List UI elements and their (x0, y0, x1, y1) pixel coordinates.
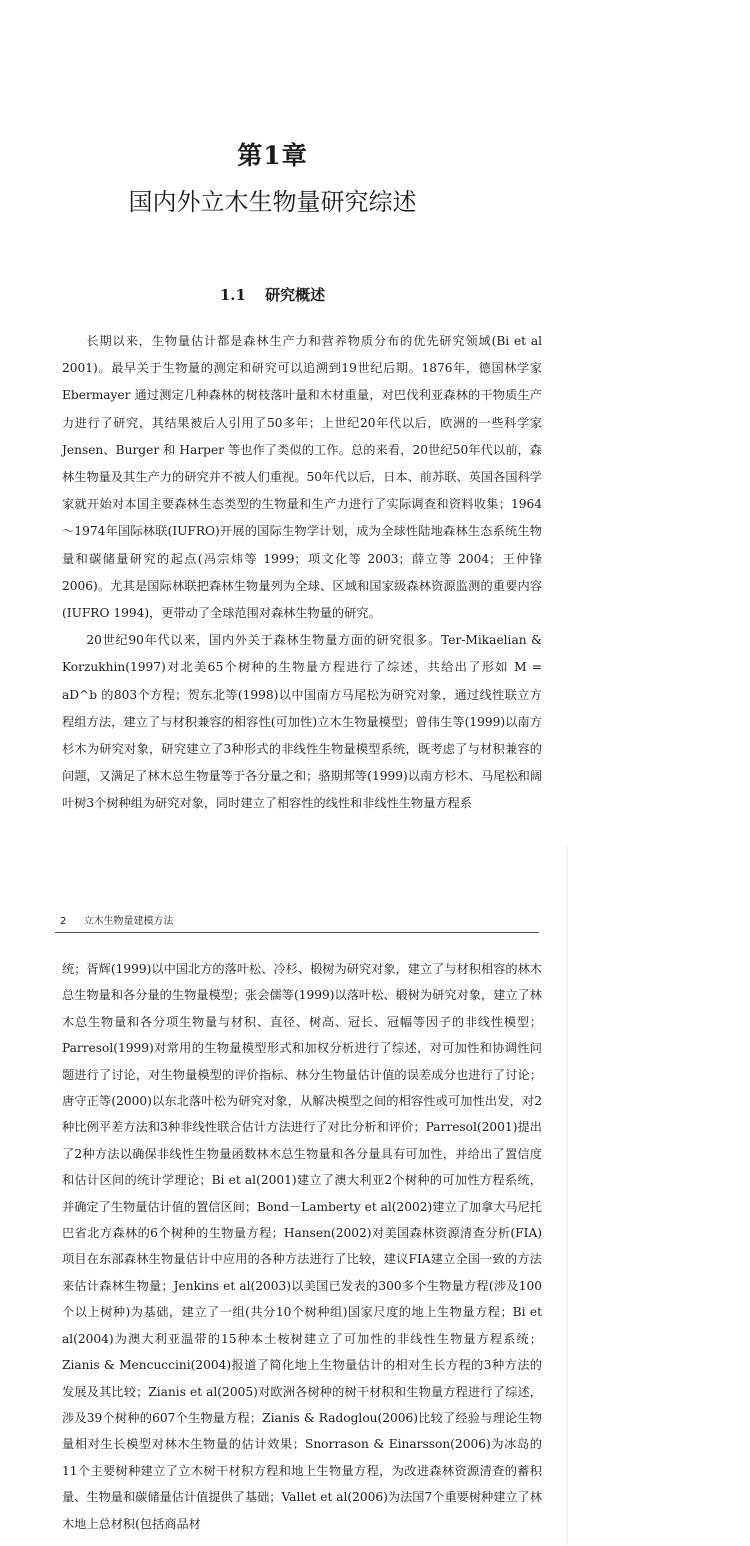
chapter-number: 第1章 (237, 141, 308, 170)
paragraph: 统；胥辉(1999)以中国北方的落叶松、冷杉、椴树为研究对象，建立了与材积相容的林木总生物量和各分量的生物量模型；张会儒等(1999)以落叶松、椴树为研究对象，建立了林木总生物量和各分项生物量与材积、直径、树高、冠长、冠幅等因子的非线性模型；Parresol(1999)对常用的生物量模型形式和加权分析进行了综述，对可加性和协调性问题进行了讨论，对生物量模型的评价指标、林分生物量估计值的误差成分也进行了讨论；唐守正等(2000)以东北落叶松为研究对象，从解决模型之间的相容性或可加性出发，对2种比例平差方法和3种非线性联合估计方法进行了对比分析和评价；Parresol(2001)提出了2种方法以确保非线性生物量函数林木总生物量和各分量具有可加性，并给出了置信度和估计区间的统计学理论；Bi et al(2001)建立了澳大利亚2个树种的可加性方程系统，并确定了生物量估计值的置信区间；Bond－Lamberty et al(2002)建立了加拿大马尼托巴省北方森林的6个树种的生物量方程；Hansen(2002)对美国森林资源清查分析(FIA)项目在东部森林生物量估计中应用的各种方法进行了比较，建议FIA建立全国一致的方法来估计森林生物量；Jenkins et al(2003)以美国已发表的300多个生物量方程(涉及100个以上树种)为基础，建立了一组(共分10个树种组)国家尺度的地上生物量方程；Bi et al(2004)为澳大利亚温带的15种本土桉树建立了可加性的非线性生物量方程系统；Zianis & Mencuccini(2004)报道了简化地上生物量估计的相对生长方程的3种方法的发展及其比较；Zianis et al(2005)对欧洲各树种的树干材积和生物量方程进行了综述，涉及39个树种的607个生物量方程；Zianis & Radoglou(2006)比较了经验与理论生物量相对生长模型对林木生物量的估计效果；Snorrason & Einarsson(2006)为冰岛的11个主要树种建立了立木树干材积方程和地上生物量方程，为改进森林资源清查的蓄积量、生物量和碳储量估计值提供了基础；Vallet et al(2006)为法国7个重要树种建立了林木地上总材积(包括商品材 (62, 962, 542, 1531)
book-title: 立木生物量建模方法 (83, 916, 174, 927)
chapter-title: 国内外立木生物量研究综述 (128, 188, 417, 216)
section-title: 研究概述 (265, 286, 326, 304)
section-heading (0, 284, 545, 305)
page1-body (62, 328, 542, 818)
page-number: 2 (60, 916, 67, 927)
running-header (55, 912, 539, 933)
section-number: 1.1 (219, 286, 246, 304)
paragraph: 长期以来，生物量估计都是森林生产力和营养物质分布的优先研究领域(Bi et al 2001)。最早关于生物量的测定和研究可以追溯到19世纪后期。1876年，德国林学家 Ebermayer 通过测定几种森林的树枝落叶量和木材重量，对巴伐利亚森林的干物质生产力进行了研究，其结果被后人引用了50多年；上世纪20年代以后，欧洲的一些科学家 Jensen、Burger 和 Harper 等也作了类似的工作。总的来看，20世纪50年代以前，森林生物量及其生产力的研究并不被人们重视。50年代以后，日本、前苏联、英国各国科学家就开始对本国主要森林生态类型的生物量和生产力进行了实际调查和资料收集；1964～1974年国际林联(IUFRO)开展的国际生物学计划，成为全球性陆地森林生态系统生物量和碳储量研究的起点(冯宗炜等 1999；项文化等 2003；薛立等 2004；王仲锋 2006)。尤其是国际林联把森林生物量列为全球、区域和国家级森林资源监测的重要内容(IUFRO 1994)，更带动了全球范围对森林生物量的研究。 (62, 334, 542, 621)
page-fold-line (566, 845, 568, 1545)
paragraph: 20世纪90年代以来，国内外关于森林生物量方面的研究很多。Ter-Mikaelian & Korzukhin(1997)对北美65个树种的生物量方程进行了综述，共给出了形如 M = aD^b 的803个方程；贺东北等(1998)以中国南方马尾松为研究对象，通过线性联立方程组方法，建立了与材积兼容的相容性(可加性)立木生物量模型；曾伟生等(1999)以南方杉木为研究对象，研究建立了3种形式的非线性生物量模型系统，既考虑了与材积兼容的问题，又满足了林木总生物量等于各分量之和；骆期邦等(1999)以南方杉木、马尾松和阔叶树3个树种组为研究对象，同时建立了相容性的线性和非线性生物量方程系 (62, 633, 542, 811)
page2-body (62, 956, 542, 1537)
